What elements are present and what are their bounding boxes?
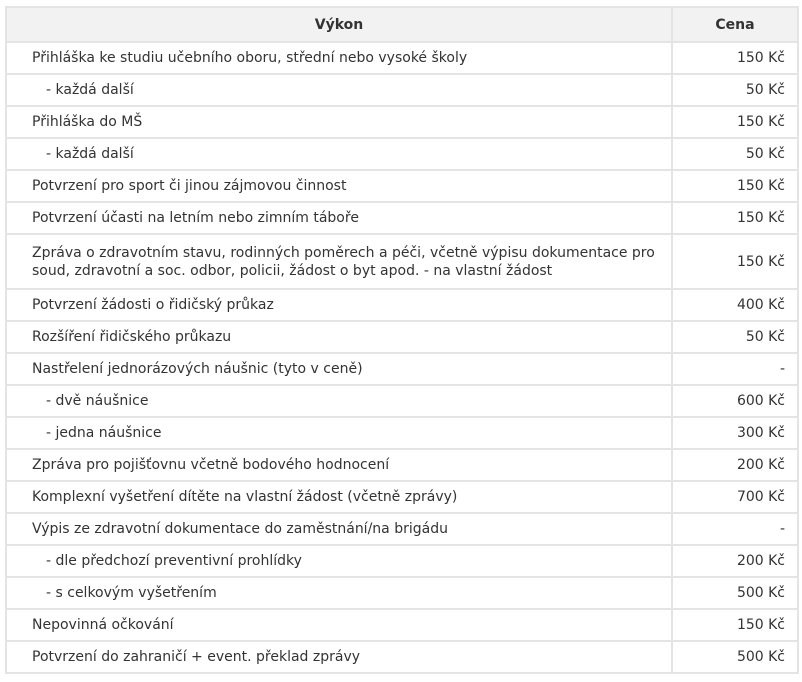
table-row [6,74,798,106]
price-cell: 150 Kč [672,202,798,234]
service-cell: Zpráva pro pojišťovnu včetně bodového hodnocení [6,449,672,481]
price-cell: 50 Kč [672,321,798,353]
price-cell: 150 Kč [672,170,798,202]
table-row [6,138,798,170]
service-cell: - každá další [6,138,672,170]
service-cell: - s celkovým vyšetřením [6,577,672,609]
price-cell: 150 Kč [672,609,798,641]
service-cell: - dle předchozí preventivní prohlídky [6,545,672,577]
price-list [5,6,797,674]
header-price: Cena [672,7,798,42]
price-table [5,6,799,674]
table-row [6,577,798,609]
table-header-row [6,7,798,42]
service-cell: Potvrzení žádosti o řidičský průkaz [6,289,672,321]
table-row [6,202,798,234]
table-row [6,234,798,289]
price-cell: 200 Kč [672,449,798,481]
service-cell: Potvrzení účasti na letním nebo zimním táboře [6,202,672,234]
service-cell: - dvě náušnice [6,385,672,417]
service-cell: Nastřelení jednorázových náušnic (tyto v ceně) [6,353,672,385]
price-cell: 50 Kč [672,138,798,170]
table-row [6,513,798,545]
table-row [6,481,798,513]
price-cell: 50 Kč [672,74,798,106]
table-row [6,289,798,321]
price-cell: 700 Kč [672,481,798,513]
table-row [6,42,798,74]
table-row [6,609,798,641]
price-cell: - [672,353,798,385]
price-cell: - [672,513,798,545]
price-cell: 150 Kč [672,42,798,74]
service-cell: Výpis ze zdravotní dokumentace do zaměstnání/na brigádu [6,513,672,545]
table-row [6,449,798,481]
price-cell: 500 Kč [672,641,798,673]
price-cell: 200 Kč [672,545,798,577]
service-cell: Potvrzení do zahraničí + event. překlad zprávy [6,641,672,673]
service-cell: - každá další [6,74,672,106]
service-cell: - jedna náušnice [6,417,672,449]
table-row [6,417,798,449]
price-cell: 600 Kč [672,385,798,417]
price-cell: 500 Kč [672,577,798,609]
price-cell: 300 Kč [672,417,798,449]
table-row [6,385,798,417]
service-cell: Přihláška do MŠ [6,106,672,138]
table-row [6,353,798,385]
price-cell: 150 Kč [672,106,798,138]
service-cell: Nepovinná očkování [6,609,672,641]
table-row [6,321,798,353]
service-cell: Potvrzení pro sport či jinou zájmovou činnost [6,170,672,202]
header-service: Výkon [6,7,672,42]
price-cell: 150 Kč [672,234,798,289]
service-cell: Zpráva o zdravotním stavu, rodinných poměrech a péči, včetně výpisu dokumentace pro soud, zdravotní a soc. odbor, policii, žádost o byt apod. - na vlastní žádost [6,234,672,289]
service-cell: Přihláška ke studiu učebního oboru, střední nebo vysoké školy [6,42,672,74]
table-row [6,545,798,577]
price-cell: 400 Kč [672,289,798,321]
service-cell: Komplexní vyšetření dítěte na vlastní žádost (včetně zprávy) [6,481,672,513]
table-row [6,106,798,138]
table-row [6,170,798,202]
table-row [6,641,798,673]
service-cell: Rozšíření řidičského průkazu [6,321,672,353]
